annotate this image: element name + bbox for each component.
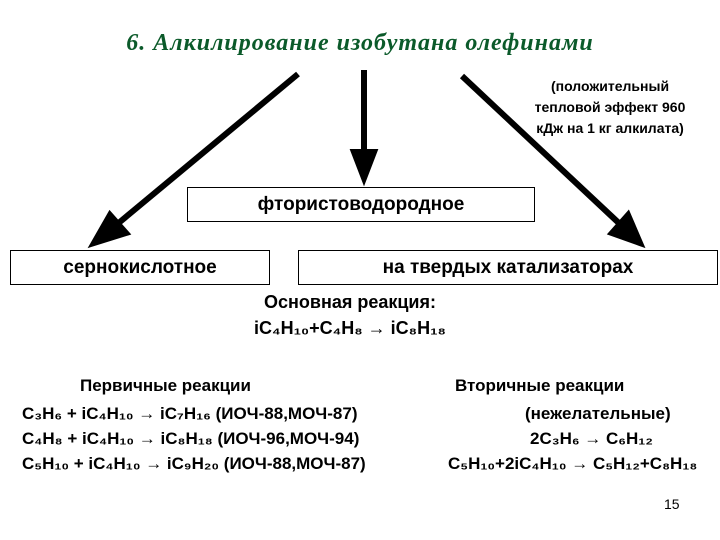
secondary-equation-2: C₅H₁₀+2iC₄H₁₀ → C₅H₁₂+C₈H₁₈ (448, 454, 698, 473)
secondary-subheading: (нежелательные) (525, 404, 671, 423)
method-box-sulfuric: сернокислотное (10, 250, 270, 285)
method-box-solid-catalyst: на твердых катализаторах (298, 250, 718, 285)
primary-equation-2: C₄H₈ + iC₄H₁₀ → iC₈H₁₈ (ИОЧ-96,МОЧ-94) (22, 429, 360, 448)
method-box-hf: фтористоводородное (187, 187, 535, 222)
main-reaction-label: Основная реакция: (264, 292, 436, 312)
slide-title: 6. Алкилирование изобутана олефинами (126, 30, 594, 56)
heat-note-line-3: кДж на 1 кг алкилата) (536, 120, 684, 136)
primary-equation-1: C₃H₆ + iC₄H₁₀ → iC₇H₁₆ (ИОЧ-88,МОЧ-87) (22, 404, 358, 423)
secondary-heading: Вторичные реакции (455, 376, 625, 395)
secondary-equation-1: 2C₃H₆ → C₆H₁₂ (530, 429, 653, 448)
page-number: 15 (664, 496, 680, 512)
arrow-center-head (354, 152, 374, 178)
primary-equation-3: C₅H₁₀ + iC₄H₁₀ → iC₉H₂₀ (ИОЧ-88,МОЧ-87) (22, 454, 366, 473)
heat-note-line-1: (положительный (550, 78, 670, 94)
heat-note-line-2: тепловой эффект 960 (534, 99, 686, 115)
main-reaction-equation: iC₄H₁₀+C₄H₈ → iC₈H₁₈ (254, 318, 446, 338)
primary-heading: Первичные реакции (80, 376, 251, 395)
